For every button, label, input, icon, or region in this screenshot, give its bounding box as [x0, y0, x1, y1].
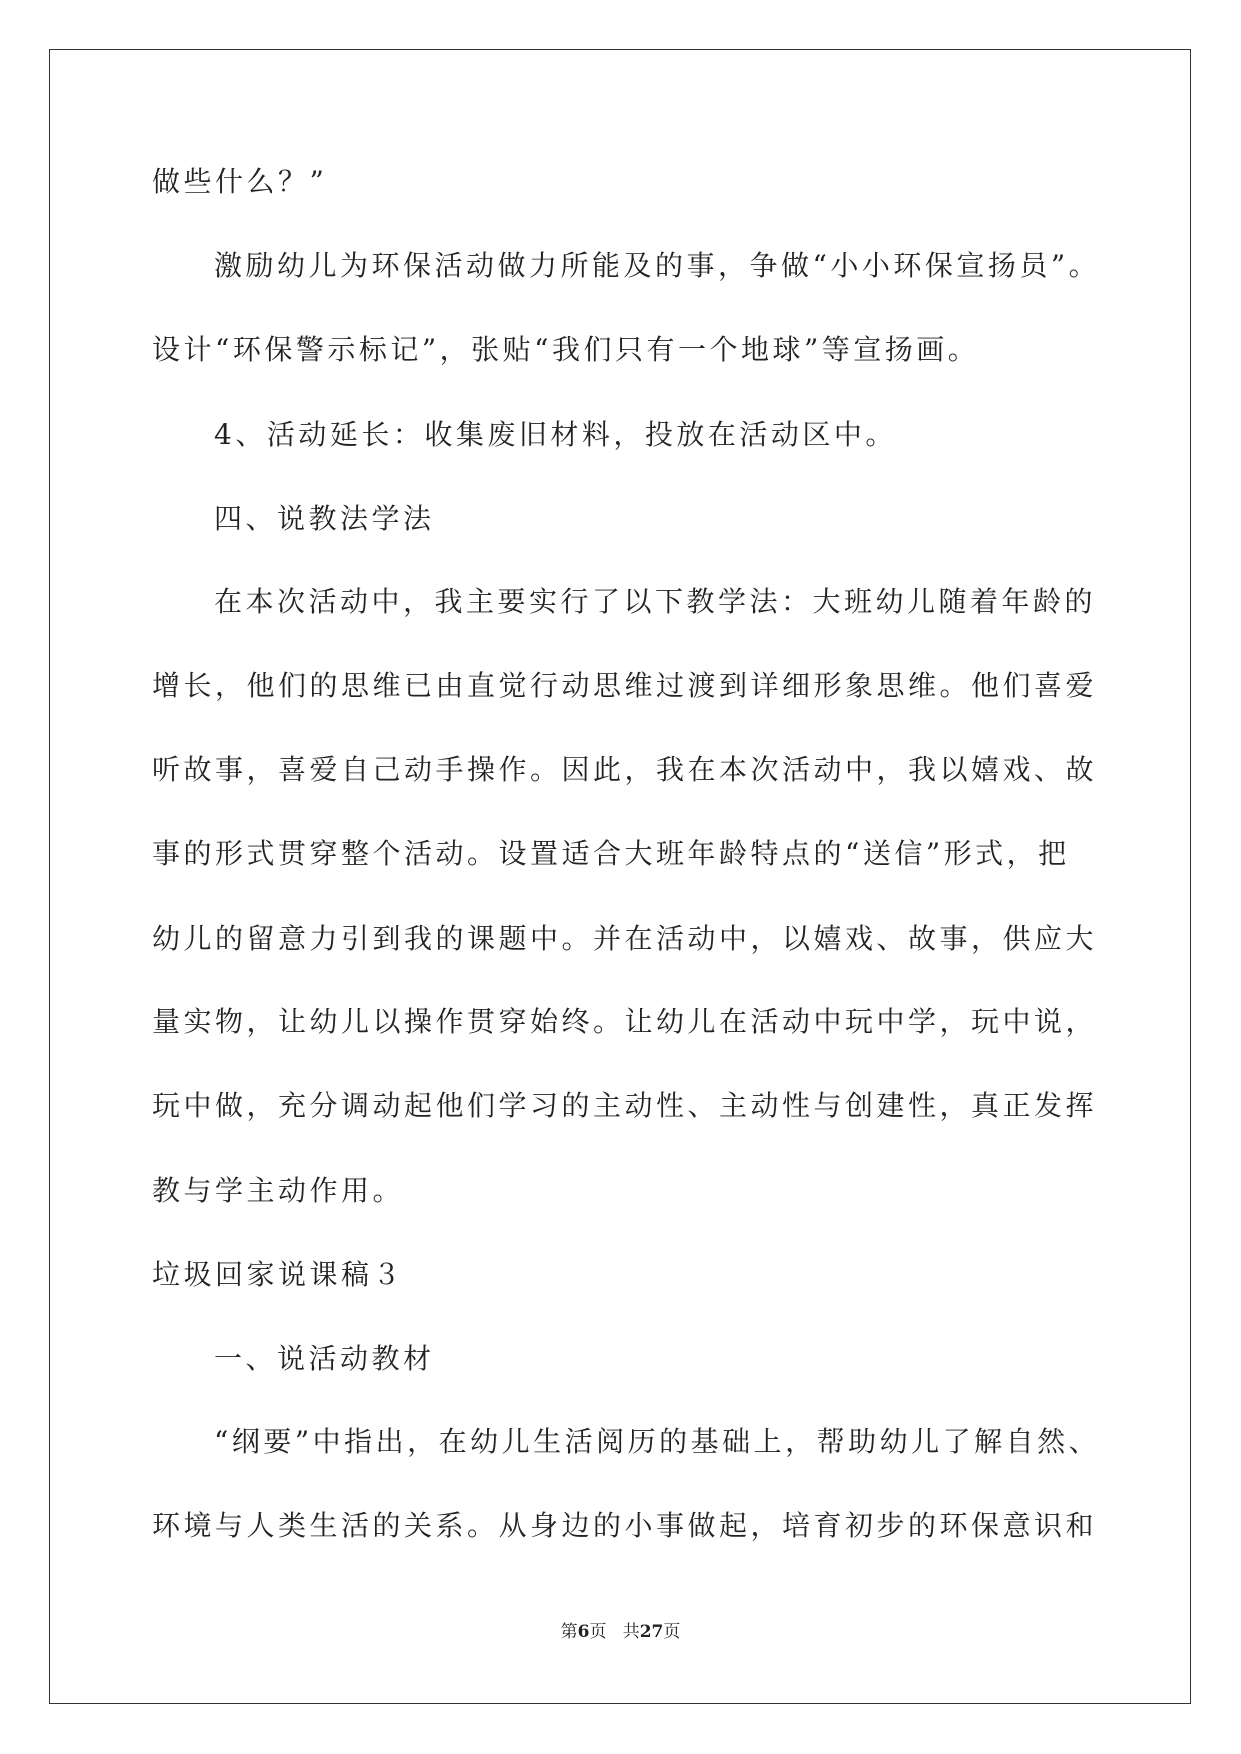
footer-total-prefix: 共 [622, 1622, 640, 1642]
text-line: 幼儿的留意力引到我的课题中。并在活动中，以嬉戏、故事，供应大 [152, 922, 1098, 955]
text-line: 事的形式贯穿整个活动。设置适合大班年龄特点的“送信”形式，把 [152, 837, 1070, 870]
text-line: 设计“环保警示标记”，张贴“我们只有一个地球”等宣扬画。 [152, 333, 980, 366]
text-line: 增长，他们的思维已由直觉行动思维过渡到详细形象思维。他们喜爱 [152, 669, 1098, 702]
footer-page-suffix: 页 [589, 1622, 607, 1642]
footer-prefix: 第 [560, 1622, 578, 1642]
text-line: 环境与人类生活的关系。从身边的小事做起，培育初步的环保意识和 [152, 1509, 1098, 1542]
text-line: 量实物，让幼儿以操作贯穿始终。让幼儿在活动中玩中学，玩中说， [152, 1005, 1098, 1038]
text-line: 4、活动延长：收集废旧材料，投放在活动区中。 [214, 418, 897, 451]
footer-total-suffix: 页 [663, 1622, 681, 1642]
total-pages: 27 [639, 1622, 664, 1642]
page-number: 6 [577, 1622, 590, 1642]
text-line: 教与学主动作用。 [152, 1174, 405, 1207]
text-line: 做些什么？” [152, 165, 328, 198]
text-line: 激励幼儿为环保活动做力所能及的事，争做“小小环保宣扬员”。 [214, 249, 1101, 282]
page-footer [0, 1620, 1241, 1644]
section-heading: 一、说活动教材 [214, 1342, 435, 1375]
text-line: 在本次活动中，我主要实行了以下教学法：大班幼儿随着年龄的 [214, 585, 1097, 618]
document-title: 垃圾回家说课稿３ [152, 1258, 405, 1291]
text-line: 玩中做，充分调动起他们学习的主动性、主动性与创建性，真正发挥 [152, 1089, 1098, 1122]
text-line: “纲要”中指出，在幼儿生活阅历的基础上，帮助幼儿了解自然、 [214, 1425, 1101, 1458]
section-heading: 四、说教法学法 [214, 502, 435, 535]
text-line: 听故事，喜爱自己动手操作。因此，我在本次活动中，我以嬉戏、故 [152, 753, 1098, 786]
